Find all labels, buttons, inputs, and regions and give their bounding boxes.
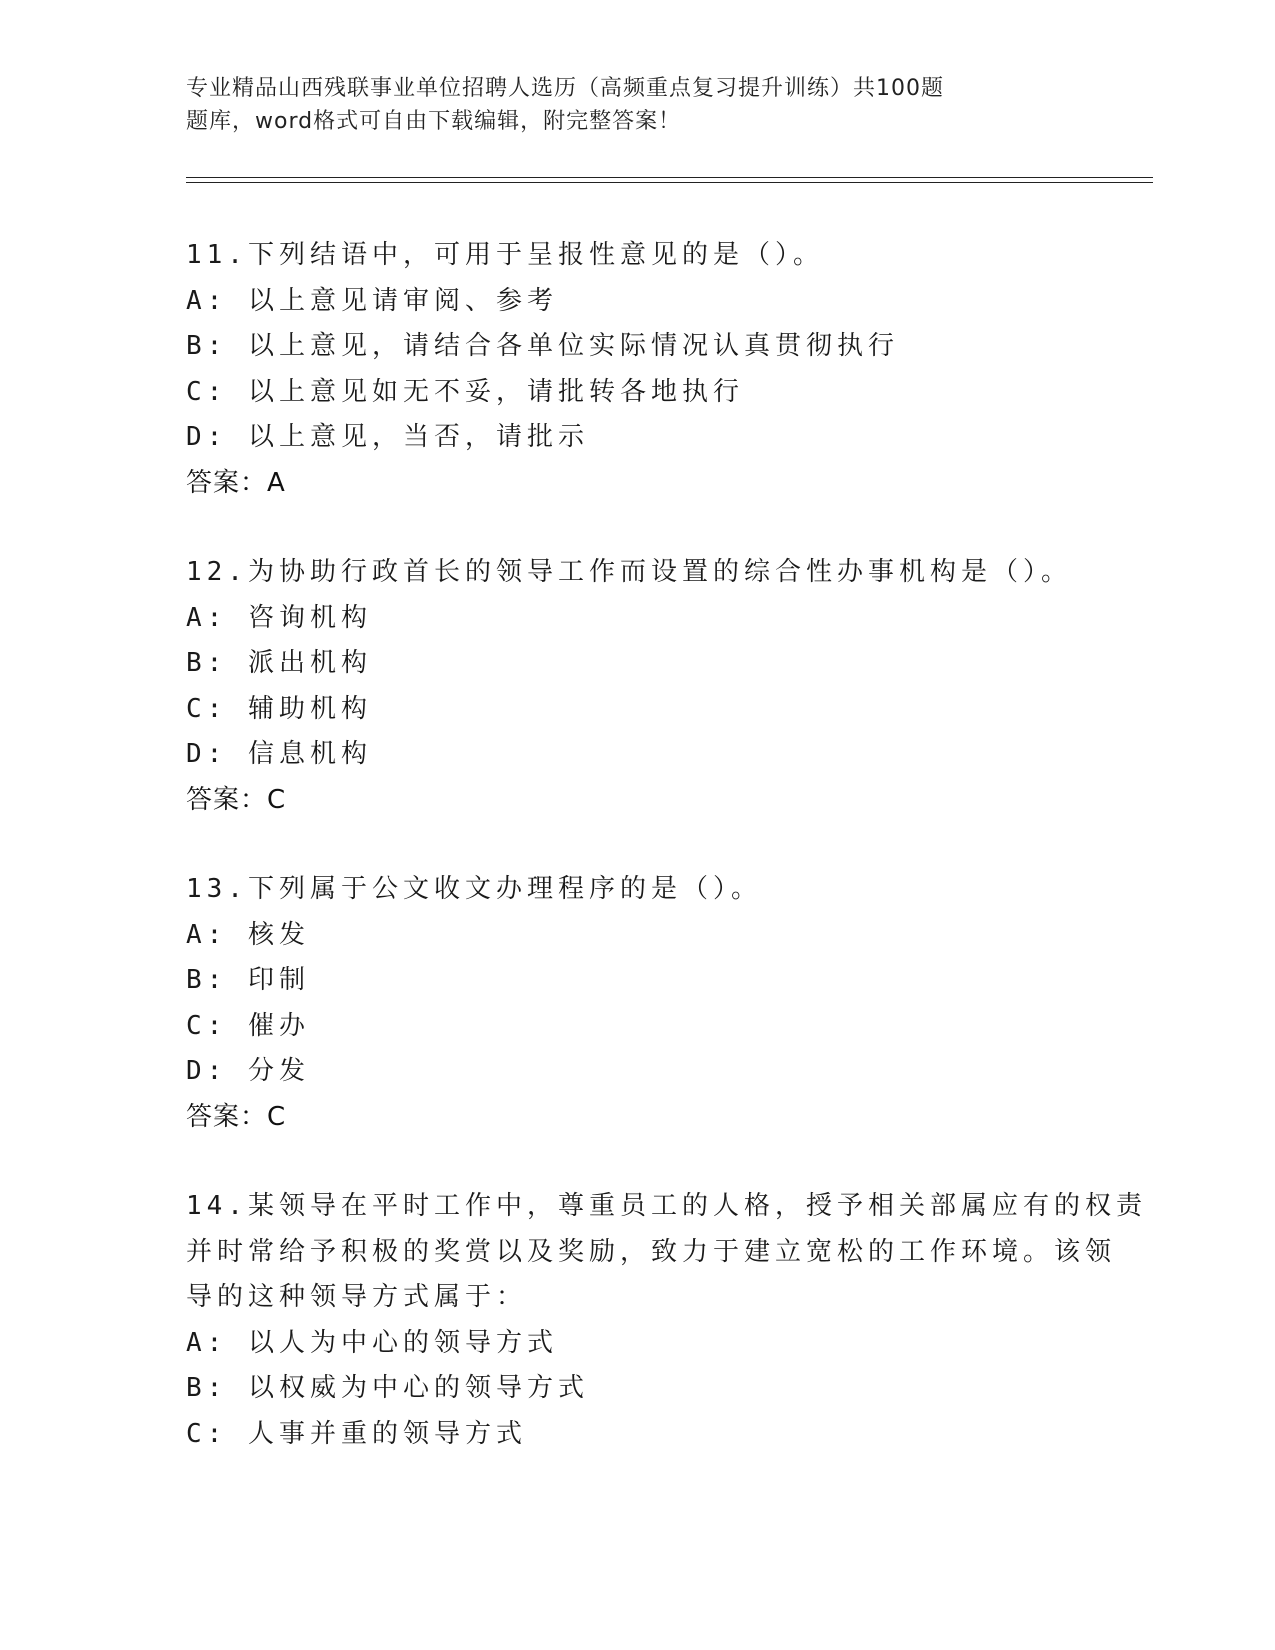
question-11 [186, 233, 1086, 506]
answer: 答案：A [186, 467, 286, 498]
question-stem-line-3: 导的这种领导方式属于： [186, 1282, 528, 1312]
answer: 答案：C [186, 1101, 287, 1132]
document-header [186, 72, 1026, 138]
option-a: A: 核发 [186, 919, 310, 950]
option-a: A: 咨询机构 [186, 602, 372, 633]
option-a: A: 以人为中心的领导方式 [186, 1327, 558, 1358]
option-c: C: 人事并重的领导方式 [186, 1418, 527, 1449]
header-line-2: 题库，word格式可自由下载编辑，附完整答案！ [186, 109, 682, 134]
option-c: C: 辅助机构 [186, 693, 372, 724]
header-rule-top [186, 177, 1153, 178]
header-rule-bottom [186, 182, 1153, 183]
question-14 [186, 1184, 1147, 1457]
question-stem-line-2: 并时常给予积极的奖赏以及奖励，致力于建立宽松的工作环境。该领 [186, 1236, 1117, 1267]
question-13 [186, 867, 1086, 1140]
header-line-1: 专业精品山西残联事业单位招聘人选历（高频重点复习提升训练）共100题 [186, 76, 944, 101]
question-list [186, 233, 1147, 1501]
option-b: B: 派出机构 [186, 648, 372, 678]
option-b: B: 以上意见，请结合各单位实际情况认真贯彻执行 [186, 331, 899, 361]
option-c: C: 以上意见如无不妥，请批转各地执行 [186, 376, 744, 407]
option-b: B: 印制 [186, 965, 310, 995]
question-stem: 13.下列属于公文收文办理程序的是（）。 [186, 874, 762, 904]
question-stem-line-1: 14.某领导在平时工作中，尊重员工的人格，授予相关部属应有的权责 [186, 1191, 1147, 1221]
option-b: B: 以权威为中心的领导方式 [186, 1373, 589, 1403]
option-d: D: 分发 [186, 1056, 310, 1086]
question-12 [186, 550, 1086, 823]
question-stem: 12.为协助行政首长的领导工作而设置的综合性办事机构是（）。 [186, 557, 1072, 587]
answer: 答案：C [186, 784, 287, 815]
question-stem: 11.下列结语中，可用于呈报性意见的是（）。 [186, 240, 824, 270]
option-c: C: 催办 [186, 1010, 310, 1041]
option-a: A: 以上意见请审阅、参考 [186, 285, 558, 316]
option-d: D: 以上意见，当否，请批示 [186, 422, 589, 452]
option-d: D: 信息机构 [186, 739, 372, 769]
